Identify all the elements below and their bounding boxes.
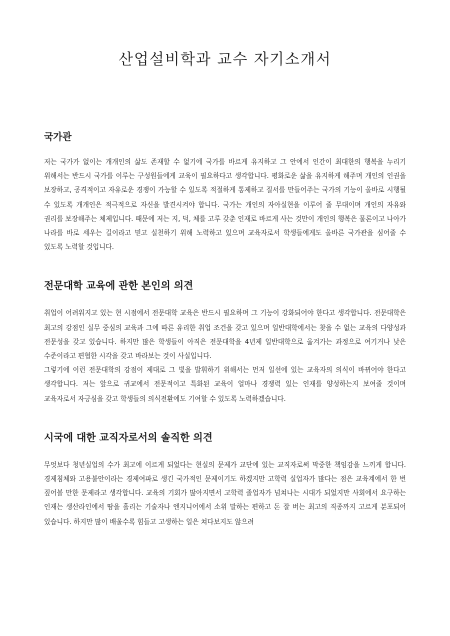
section-heading-national-view: 국가관 [44,132,72,143]
section-paragraph: 무엇보다 청년실업의 수가 최고에 이르게 되었다는 현실의 문제가 교단에 있는 교직자로써 막중한 책임감을 느끼게 합니다. 경제침체와 고용불안이라는 경제여파로 생긴 국가적인 문제이기도 하겠지만 고학력 실업자가 많다는 점은 교육계에서 한 번 짚어볼 만한 문제라고 생각합니다. 교육의 기회가 많아지면서 고학력 졸업자가 넘쳐나는 시대가 되었지만 사회에서 요구하는 인재는 생산라인에서 땀을 흘리는 기술자나 엔지니어에서 소위 말하는 편하고 돈 잘 버는 최고의 직종까지 고르게 분포되어 있습니다. 하지만 많이 배울수록 힘들고 고생하는 일은 쳐다보지도 않으려 [44,460,406,526]
section-paragraph: 저는 국가가 없이는 개개인의 삶도 존재할 수 없기에 국가를 바르게 유지하고 그 안에서 인간이 최대한의 행복을 누리기 위해서는 반드시 국가를 이루는 구성원들에게 교육이 필요하다고 생각합니다. 평화로운 삶을 유지하게 해주며 개인의 인권을 보장하고, 공격적이고 자유로운 경쟁이 가능할 수 있도록 적절하게 통제하고 질서를 만들어주는 국가의 기능이 올바로 시행될 수 있도록 개개인은 적극적으로 자신을 발견시켜야 합니다. 국가는 개인의 자아실현을 이루어 줄 무대이며 개인의 자유와 권리를 보장해주는 체제입니다. 때문에 저는 지, 덕, 체를 고루 갖춘 인재로 바르게 사는 것만이 개인의 행복은 물론이고 나아가 나라를 바로 세우는 길이라고 믿고 실천하기 위해 노력하고 있으며 교육자로서 학생들에게도 올바른 국가관을 심어줄 수 있도록 노력할 것입니다. [44,158,406,252]
section-paragraph: 취업이 어려워지고 있는 현 시점에서 전문대학 교육은 반드시 필요하며 그 기능이 강화되어야 한다고 생각합니다. 전문대학은 최고의 강점인 실무 중심의 교육과 그에 따른 유리한 취업 조건을 갖고 있으며 일반대학에서는 찾을 수 없는 교육의 다양성과 전문성을 갖고 있습니다. 하지만 많은 학생들이 아직은 전문대학을 4년제 일반대학으로 옮겨가는 과정으로 여기거나 낮은 수준이라고 편협한 시각을 갖고 바라보는 것이 사실입니다. [44,309,406,361]
section-heading-current-affairs: 시국에 대한 교직자로서의 솔직한 의견 [44,432,213,444]
section-heading-college-education: 전문대학 교육에 관한 본인의 의견 [44,281,194,293]
section-paragraph: 그렇기에 이런 전문대학의 강점이 제대로 그 빛을 발휘하기 위해서는 먼저 일선에 있는 교육자의 의식이 바뀌어야 한다고 생각합니다. 저는 앞으로 귀교에서 전문적이고 특화된 교육이 얼마나 경쟁력 있는 인재를 양성하는지 보여줄 것이며 교육자로서 자긍심을 갖고 학생들의 의식전환에도 기여할 수 있도록 노력하겠습니다. [44,366,406,403]
document-title: 산업설비학과 교수 자기소개서 [118,50,332,68]
